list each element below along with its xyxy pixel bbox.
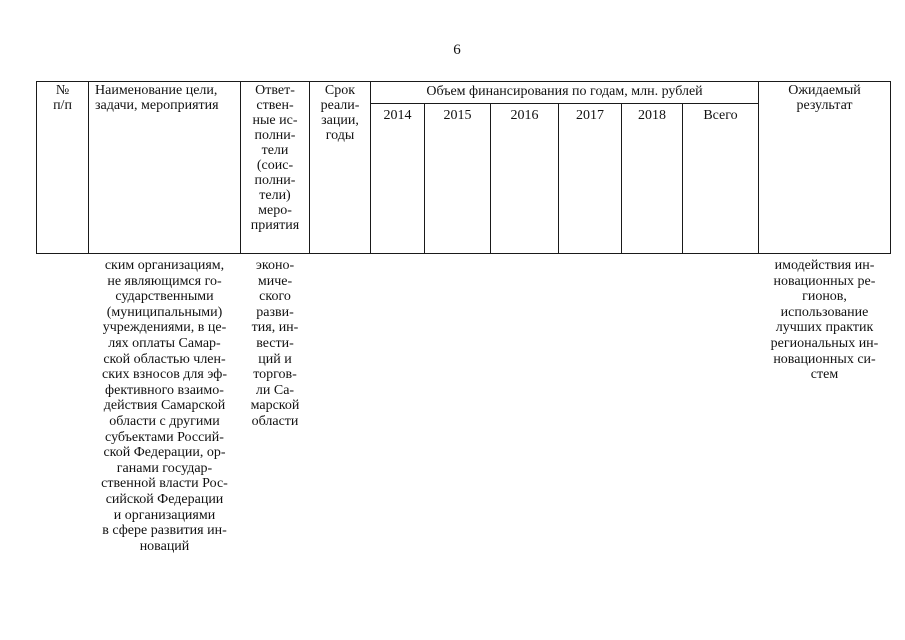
header-result-line: результат xyxy=(796,98,853,113)
body-result-line: использование xyxy=(780,304,869,320)
body-name-line: ственной власти Рос- xyxy=(101,476,228,492)
header-responsible-line: (соис- xyxy=(256,158,294,173)
body-result-line: региональных ин- xyxy=(770,335,879,351)
header-year-2014: 2014 xyxy=(383,108,412,123)
body-responsible-line: ли Са- xyxy=(255,382,295,398)
header-year-2015: 2015 xyxy=(443,108,472,123)
body-name-column xyxy=(89,258,240,554)
body-result-line: лучших практик xyxy=(775,320,874,336)
body-name-line: ской областью член- xyxy=(103,351,226,367)
page-number: 6 xyxy=(453,42,461,58)
border-2016-2017 xyxy=(558,103,559,254)
border-2014-2015 xyxy=(424,103,425,254)
header-responsible-line: меро- xyxy=(258,203,292,218)
body-name-line: и организациями xyxy=(113,507,216,523)
body-responsible-line: области xyxy=(251,413,299,429)
body-name-line: сударственными xyxy=(115,289,214,305)
body-name-line: ганами государ- xyxy=(116,460,213,476)
header-responsible-line: полни- xyxy=(254,173,296,188)
border-right xyxy=(890,81,891,254)
funding-subheader-border xyxy=(370,103,758,104)
header-funding: Объем финансирования по годам, млн. рублей xyxy=(426,84,703,99)
header-year-2017: 2017 xyxy=(576,108,604,123)
body-responsible-line: ций и xyxy=(258,351,292,367)
body-name-line: в сфере развития ин- xyxy=(102,523,227,539)
header-responsible-line: Ответ- xyxy=(255,83,295,98)
body-name-line: ским организациям, xyxy=(104,258,225,273)
border-2018-total xyxy=(682,103,683,254)
body-responsible-line: вести- xyxy=(256,335,294,351)
body-name-line: субъектами Россий- xyxy=(105,429,224,445)
body-result-line: гионов, xyxy=(802,289,847,305)
body-name-line: ской Федерации, ор- xyxy=(103,445,226,461)
body-result-line: новационных ре- xyxy=(773,273,876,289)
header-responsible-line: приятия xyxy=(250,218,300,233)
header-responsible-line: тели) xyxy=(259,188,291,203)
body-result-line: новационных си- xyxy=(773,351,876,367)
border-term-funding xyxy=(370,81,371,254)
body-responsible-column xyxy=(241,258,309,430)
header-year-2018: 2018 xyxy=(638,108,666,123)
header-responsible-line: ствен- xyxy=(256,98,294,113)
body-name-line: области с другими xyxy=(109,413,220,429)
body-responsible-line: торгов- xyxy=(253,367,297,383)
body-name-line: учреждениями, в це- xyxy=(102,320,227,336)
body-name-line: новаций xyxy=(139,538,190,554)
header-name-line: задачи, мероприятия xyxy=(95,98,219,113)
border-2017-2018 xyxy=(621,103,622,254)
header-term-line: зации, xyxy=(321,113,359,128)
header-term-line: годы xyxy=(325,128,355,143)
body-responsible-line: ского xyxy=(259,289,291,305)
header-term-line: Срок xyxy=(324,83,356,98)
header-name xyxy=(95,83,240,113)
header-term-line: реали- xyxy=(320,98,360,113)
body-responsible-line: тия, ин- xyxy=(251,320,299,336)
body-name-line: лях оплаты Самар- xyxy=(108,335,221,351)
body-name-line: фективного взаимо- xyxy=(105,382,224,398)
border-num-name xyxy=(88,81,89,254)
body-result-line: имодействия ин- xyxy=(774,258,875,273)
header-term xyxy=(310,83,370,143)
header-responsible-line: ные ис- xyxy=(252,113,298,128)
body-name-line: не являющимся го- xyxy=(107,273,222,289)
header-number-line: № xyxy=(55,83,70,98)
header-year-2016: 2016 xyxy=(510,108,539,123)
body-name-line: ских взносов для эф- xyxy=(101,367,228,383)
body-responsible-line: эконо- xyxy=(255,258,295,273)
header-number xyxy=(37,83,88,113)
header-bottom-border xyxy=(36,253,891,254)
body-name-line: (муниципальными) xyxy=(106,304,223,320)
body-result-line: стем xyxy=(810,367,839,383)
header-total: Всего xyxy=(703,108,738,123)
table-top-border xyxy=(36,81,891,82)
header-name-line: Наименование цели, xyxy=(95,83,218,98)
body-name-line: сийской Федерации xyxy=(105,491,224,507)
body-name-line: действия Самарской xyxy=(103,398,226,414)
body-result-column xyxy=(759,258,890,383)
header-number-line: п/п xyxy=(53,98,72,113)
header-responsible-line: полни- xyxy=(254,128,296,143)
body-responsible-line: марской xyxy=(250,398,300,414)
body-responsible-line: миче- xyxy=(257,273,293,289)
header-responsible xyxy=(241,83,309,233)
header-responsible-line: тели xyxy=(261,143,289,158)
border-2015-2016 xyxy=(490,103,491,254)
header-result-line: Ожидаемый xyxy=(788,83,861,98)
body-responsible-line: разви- xyxy=(256,304,294,320)
header-result xyxy=(759,83,890,113)
